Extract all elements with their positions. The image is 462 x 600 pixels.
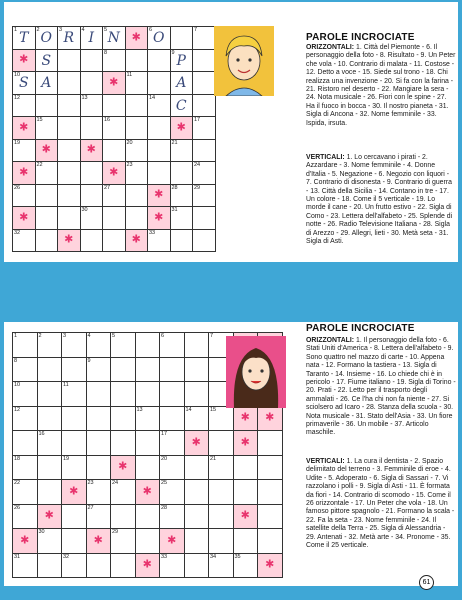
- black-cell: [38, 505, 63, 530]
- grid-cell[interactable]: [13, 505, 38, 530]
- grid-cell[interactable]: [38, 431, 63, 456]
- grid-cell[interactable]: [38, 554, 63, 579]
- cell-number: 19: [63, 455, 70, 462]
- grid-cell[interactable]: [13, 333, 38, 358]
- cell-number: 34: [210, 553, 217, 560]
- grid-cell[interactable]: [160, 456, 185, 481]
- cell-number: 11: [63, 382, 69, 388]
- grid-cell[interactable]: [148, 162, 171, 185]
- grid-cell[interactable]: [81, 72, 104, 95]
- grid-cell[interactable]: [136, 358, 161, 383]
- horizontal-label: ORIZZONTALI:: [306, 44, 355, 51]
- grid-cell[interactable]: [36, 50, 59, 73]
- grid-cell[interactable]: [81, 95, 104, 118]
- grid-cell[interactable]: [234, 480, 259, 505]
- grid-cell[interactable]: [62, 407, 87, 432]
- cell-number: 14: [149, 94, 156, 101]
- cell-number: 13: [136, 406, 143, 413]
- grid-cell[interactable]: [38, 382, 63, 407]
- cell-number: 5: [104, 27, 108, 33]
- black-cell: [13, 117, 36, 140]
- black-cell: [258, 554, 283, 579]
- grid-cell[interactable]: [87, 333, 112, 358]
- puzzle-1-horizontal-clues: [306, 44, 456, 128]
- grid-cell[interactable]: [103, 27, 126, 50]
- cell-number: 12: [14, 94, 21, 101]
- grid-cell[interactable]: [148, 230, 171, 253]
- vertical-label: VERTICALI:: [306, 458, 345, 465]
- cell-number: 17: [194, 117, 201, 123]
- cell-number: 32: [63, 553, 70, 560]
- grid-cell[interactable]: [126, 95, 149, 118]
- grid-cell[interactable]: [36, 95, 59, 118]
- grid-cell[interactable]: [160, 407, 185, 432]
- grid-cell[interactable]: [38, 529, 63, 554]
- grid-cell[interactable]: [87, 505, 112, 530]
- grid-cell[interactable]: [136, 333, 161, 358]
- cell-number: 6: [149, 27, 153, 33]
- black-cell: [58, 230, 81, 253]
- crossword-grid-1: [12, 26, 216, 252]
- grid-cell[interactable]: [185, 505, 210, 530]
- cell-number: 2: [38, 333, 42, 339]
- grid-cell[interactable]: [193, 230, 216, 253]
- black-cell: [13, 162, 36, 185]
- grid-cell[interactable]: [13, 95, 36, 118]
- handwritten-letter: N: [107, 30, 120, 46]
- grid-cell[interactable]: [87, 554, 112, 579]
- grid-cell[interactable]: [13, 382, 38, 407]
- handwritten-letter: S: [18, 75, 29, 91]
- grid-cell[interactable]: [160, 382, 185, 407]
- cell-number: 4: [81, 27, 85, 33]
- cell-number: 25: [161, 480, 168, 486]
- black-cell: [126, 230, 149, 253]
- grid-cell[interactable]: [148, 50, 171, 73]
- grid-cell[interactable]: [103, 50, 126, 73]
- grid-cell[interactable]: [36, 117, 59, 140]
- grid-cell[interactable]: [234, 529, 259, 554]
- grid-cell[interactable]: [171, 230, 194, 253]
- grid-cell[interactable]: [160, 333, 185, 358]
- grid-cell[interactable]: [136, 505, 161, 530]
- grid-cell[interactable]: [38, 333, 63, 358]
- handwritten-letter: S: [41, 52, 52, 69]
- grid-cell[interactable]: [36, 185, 59, 208]
- grid-cell[interactable]: [185, 456, 210, 481]
- grid-cell[interactable]: [13, 456, 38, 481]
- cell-number: 28: [161, 504, 168, 511]
- grid-cell[interactable]: [38, 480, 63, 505]
- cell-number: 7: [210, 333, 214, 339]
- grid-cell[interactable]: [62, 431, 87, 456]
- cell-number: 10: [14, 72, 21, 78]
- cell-number: 15: [210, 406, 217, 413]
- black-cell: [258, 407, 283, 432]
- cell-number: 26: [14, 184, 21, 191]
- grid-cell[interactable]: [209, 431, 234, 456]
- grid-cell[interactable]: [36, 27, 59, 50]
- black-cell: [148, 207, 171, 230]
- cell-number: 1: [14, 27, 18, 33]
- cell-number: 15: [36, 117, 43, 123]
- grid-cell[interactable]: [193, 185, 216, 208]
- horizontal-clues-text: 1. Il personaggio della foto - 6. Stati Uniti d'America - 8. Lettera dell'alfabeto - 9. Sono quattro nel mazzo di carte - 10. Appena nata - 12. Formano la tastiera - 13. Sigla di Taranto - 14. Insieme - 16. Lo chiede chi è in pericolo - 17. Fiume italiano - 19. Sigla di Torino - 20. Prati - 22. Letto per il trasporto degli ammalati - 26. Ce l'ha chi non fa niente - 27. Si sciolsero ad Icaro - 28. Stanza della scuola - 30. Nota musicale - 31. Stato dell'Asia - 33. Un fiore primaverile - 36. Un mobile - 37. Articolo maschile.: [306, 337, 456, 437]
- grid-cell[interactable]: [87, 480, 112, 505]
- grid-cell[interactable]: [58, 95, 81, 118]
- grid-cell[interactable]: [58, 72, 81, 95]
- grid-cell[interactable]: [111, 505, 136, 530]
- handwritten-letter: C: [175, 97, 187, 114]
- grid-cell[interactable]: [209, 505, 234, 530]
- grid-cell[interactable]: [62, 358, 87, 383]
- cell-number: 22: [36, 162, 43, 168]
- cell-number: 3: [63, 333, 67, 339]
- horizontal-label: ORIZZONTALI:: [306, 337, 355, 344]
- puzzle-1-title: PAROLE INCROCIATE: [306, 32, 415, 43]
- black-cell: [160, 529, 185, 554]
- cell-number: 24: [112, 480, 119, 486]
- grid-cell[interactable]: [13, 431, 38, 456]
- vertical-clues-text: 1. Lo cercavano i pirati - 2. Azzardare - 3. Nome femminile - 4. Donne d'Italia - 5. Negazione - 6. Negozio con liquori - 7. Contrario di disonesta - 9. Contrario di guerra - 13. Città della Sicilia - 14. Contano in tre - 17. Un colore - 18. Come il 5 verticale - 19. Lo morde il cane - 20. Un frutto estivo - 22. Sigla di Como - 23. Lettera dell'alfabeto - 25. Splende di notte - 26. Radio Televisione Italiana - 28. Sigla di Arezzo - 29. Allegri, lieti - 30. Metà seta - 31. Sigla di Asti.: [306, 154, 453, 246]
- cell-number: 3: [59, 27, 63, 33]
- grid-cell[interactable]: [185, 407, 210, 432]
- cell-number: 22: [14, 480, 21, 486]
- grid-cell[interactable]: [160, 358, 185, 383]
- grid-cell[interactable]: [103, 140, 126, 163]
- grid-cell[interactable]: [38, 407, 63, 432]
- black-cell: [136, 554, 161, 579]
- cell-number: 33: [149, 229, 156, 236]
- grid-cell[interactable]: [126, 117, 149, 140]
- grid-cell[interactable]: [126, 162, 149, 185]
- black-cell: [171, 117, 194, 140]
- puzzle-2-vertical-clues: [306, 458, 456, 550]
- cell-number: 12: [14, 406, 21, 413]
- grid-cell[interactable]: [13, 230, 36, 253]
- grid-cell[interactable]: [171, 162, 194, 185]
- cell-number: 29: [194, 184, 201, 191]
- grid-cell[interactable]: [58, 27, 81, 50]
- grid-cell[interactable]: [193, 162, 216, 185]
- grid-cell[interactable]: [126, 50, 149, 73]
- grid-cell[interactable]: [81, 27, 104, 50]
- cell-number: 2: [36, 27, 40, 33]
- vertical-clues-text: 1. La cura il dentista - 2. Spazio delimitato del terreno - 3. Femminile di eroe - 4. Udite - 5. Adoperato - 6. Sigla di Sassari - 7. Vi razzolano i polli - 9. Sigla di Asti - 11. È formata da fiori - 14. Contrario di scomodo - 15. Come il 26 orizzontale - 17. Un Peter che vola - 18. Un famoso pittore spagnolo - 21. Formano la scala - 22. Fa la seta - 23. Nome femminile - 24. Il satellite della Terra - 25. Sigla di Alessandria - 29. Antenati - 32. Metà arte - 34. Pronome - 35. Come il 25 verticale.: [306, 458, 455, 550]
- black-cell: [234, 407, 259, 432]
- grid-cell[interactable]: [258, 480, 283, 505]
- grid-cell[interactable]: [58, 140, 81, 163]
- grid-cell[interactable]: [111, 407, 136, 432]
- grid-cell[interactable]: [126, 185, 149, 208]
- grid-cell[interactable]: [36, 230, 59, 253]
- grid-cell[interactable]: [185, 382, 210, 407]
- cell-number: 24: [194, 162, 201, 168]
- cell-number: 9: [171, 49, 175, 56]
- cell-number: 30: [38, 529, 45, 535]
- black-cell: [36, 140, 59, 163]
- grid-cell[interactable]: [62, 456, 87, 481]
- grid-cell[interactable]: [81, 207, 104, 230]
- black-cell: [148, 185, 171, 208]
- cell-number: 21: [171, 139, 178, 146]
- grid-cell[interactable]: [36, 207, 59, 230]
- black-cell: [103, 162, 126, 185]
- grid-cell[interactable]: [58, 117, 81, 140]
- grid-cell[interactable]: [81, 230, 104, 253]
- grid-cell[interactable]: [258, 431, 283, 456]
- grid-cell[interactable]: [13, 554, 38, 579]
- grid-cell[interactable]: [258, 505, 283, 530]
- grid-cell[interactable]: [38, 456, 63, 481]
- grid-cell[interactable]: [111, 333, 136, 358]
- handwritten-letter: T: [19, 30, 29, 46]
- black-cell: [62, 480, 87, 505]
- cell-number: 23: [87, 480, 94, 486]
- grid-cell[interactable]: [171, 140, 194, 163]
- grid-cell[interactable]: [136, 407, 161, 432]
- grid-cell[interactable]: [171, 50, 194, 73]
- cell-number: 11: [126, 72, 133, 78]
- handwritten-letter: A: [41, 75, 52, 91]
- grid-cell[interactable]: [103, 230, 126, 253]
- grid-cell[interactable]: [193, 117, 216, 140]
- cell-number: 21: [210, 455, 217, 462]
- handwritten-letter: O: [40, 30, 52, 46]
- cell-number: 20: [126, 139, 133, 146]
- grid-cell[interactable]: [185, 358, 210, 383]
- grid-cell[interactable]: [62, 529, 87, 554]
- puzzle-2-horizontal-clues: [306, 337, 456, 438]
- grid-cell[interactable]: [62, 505, 87, 530]
- cell-number: 9: [87, 357, 91, 364]
- black-cell: [126, 27, 149, 50]
- cell-number: 14: [185, 406, 192, 413]
- cell-number: 23: [126, 162, 133, 168]
- grid-cell[interactable]: [111, 358, 136, 383]
- cell-number: 30: [81, 207, 88, 213]
- black-cell: [103, 72, 126, 95]
- grid-cell[interactable]: [209, 456, 234, 481]
- grid-cell[interactable]: [111, 431, 136, 456]
- grid-cell[interactable]: [171, 27, 194, 50]
- grid-cell[interactable]: [81, 50, 104, 73]
- grid-cell[interactable]: [193, 72, 216, 95]
- handwritten-letter: O: [153, 30, 165, 46]
- cell-number: 27: [104, 184, 111, 191]
- grid-cell[interactable]: [209, 480, 234, 505]
- grid-cell[interactable]: [148, 27, 171, 50]
- grid-cell[interactable]: [148, 140, 171, 163]
- handwritten-letter: P: [176, 52, 186, 69]
- cell-number: 31: [171, 207, 178, 213]
- cell-number: 28: [171, 184, 178, 191]
- black-cell: [136, 480, 161, 505]
- black-cell: [234, 431, 259, 456]
- grid-cell[interactable]: [171, 185, 194, 208]
- grid-cell[interactable]: [62, 382, 87, 407]
- handwritten-letter: I: [88, 30, 95, 46]
- grid-cell[interactable]: [87, 407, 112, 432]
- cell-number: 27: [87, 504, 94, 511]
- grid-cell[interactable]: [185, 529, 210, 554]
- grid-cell[interactable]: [111, 382, 136, 407]
- cell-number: 26: [14, 504, 21, 511]
- character-portrait-2: [226, 336, 286, 408]
- grid-cell[interactable]: [36, 72, 59, 95]
- grid-cell[interactable]: [193, 140, 216, 163]
- grid-cell[interactable]: [126, 72, 149, 95]
- grid-cell[interactable]: [38, 358, 63, 383]
- grid-cell[interactable]: [185, 554, 210, 579]
- black-cell: [185, 431, 210, 456]
- horizontal-clues-text: 1. Città del Piemonte - 6. Il personaggio della foto - 8. Risultato - 9. Un Peter che vola - 10. Contrario di malata - 11. Costose - 12. Detto a voce - 15. Siede sul trono - 18. Chi realizza una invenzione - 20. Si fa con la farina - 21. Ristoro nel deserto - 22. Mangiare la sera - 24. Nota musicale - 26. Fiori con le spine - 27. Ha il fuoco in bocca - 30. Il nostro pianeta - 31. Sigla di Ancona - 32. Nome femminile - 33. Ispida, irsuta.: [306, 44, 456, 127]
- grid-cell[interactable]: [81, 162, 104, 185]
- cell-number: 19: [14, 139, 21, 146]
- grid-cell[interactable]: [13, 407, 38, 432]
- cell-number: 8: [104, 49, 108, 56]
- grid-cell[interactable]: [87, 358, 112, 383]
- grid-cell[interactable]: [136, 431, 161, 456]
- grid-cell[interactable]: [58, 50, 81, 73]
- cell-number: 35: [234, 553, 241, 560]
- black-cell: [13, 50, 36, 73]
- grid-cell[interactable]: [103, 117, 126, 140]
- grid-cell[interactable]: [62, 554, 87, 579]
- grid-cell[interactable]: [13, 185, 36, 208]
- grid-cell[interactable]: [234, 456, 259, 481]
- crossword-panel-2: [4, 322, 458, 586]
- grid-cell[interactable]: [13, 27, 36, 50]
- black-cell: [13, 529, 38, 554]
- cell-number: 18: [14, 455, 21, 462]
- grid-cell[interactable]: [13, 480, 38, 505]
- page-number: 61: [419, 575, 434, 590]
- cell-number: 32: [14, 229, 21, 236]
- grid-cell[interactable]: [160, 505, 185, 530]
- handwritten-letter: A: [176, 75, 187, 91]
- character-portrait-1: [214, 26, 274, 96]
- cell-number: 1: [14, 333, 18, 339]
- grid-cell[interactable]: [171, 207, 194, 230]
- grid-cell[interactable]: [58, 207, 81, 230]
- grid-cell[interactable]: [160, 431, 185, 456]
- grid-cell[interactable]: [126, 207, 149, 230]
- cell-number: 29: [112, 529, 119, 535]
- grid-cell[interactable]: [103, 207, 126, 230]
- crossword-panel-1: [4, 2, 458, 262]
- grid-cell[interactable]: [136, 456, 161, 481]
- grid-cell[interactable]: [258, 456, 283, 481]
- grid-cell[interactable]: [171, 95, 194, 118]
- grid-cell[interactable]: [185, 480, 210, 505]
- grid-cell[interactable]: [13, 140, 36, 163]
- cell-number: 7: [194, 27, 198, 33]
- grid-cell[interactable]: [111, 529, 136, 554]
- grid-cell[interactable]: [136, 382, 161, 407]
- black-cell: [13, 207, 36, 230]
- grid-cell[interactable]: [13, 72, 36, 95]
- cell-number: 8: [14, 357, 18, 364]
- grid-cell[interactable]: [193, 27, 216, 50]
- grid-cell[interactable]: [160, 554, 185, 579]
- cell-number: 5: [112, 333, 116, 339]
- grid-cell[interactable]: [13, 358, 38, 383]
- grid-cell[interactable]: [193, 207, 216, 230]
- grid-cell[interactable]: [62, 333, 87, 358]
- grid-cell[interactable]: [234, 554, 259, 579]
- grid-cell[interactable]: [58, 185, 81, 208]
- cell-number: 33: [161, 553, 168, 560]
- cell-number: 10: [14, 382, 21, 388]
- grid-cell[interactable]: [160, 480, 185, 505]
- handwritten-letter: R: [63, 30, 75, 46]
- grid-cell[interactable]: [136, 529, 161, 554]
- grid-cell[interactable]: [209, 529, 234, 554]
- grid-cell[interactable]: [258, 529, 283, 554]
- vertical-label: VERTICALI:: [306, 154, 345, 161]
- grid-cell[interactable]: [193, 95, 216, 118]
- grid-cell[interactable]: [103, 95, 126, 118]
- grid-cell[interactable]: [148, 117, 171, 140]
- cell-number: 16: [104, 117, 111, 123]
- grid-cell[interactable]: [87, 456, 112, 481]
- grid-cell[interactable]: [81, 117, 104, 140]
- cell-number: 13: [81, 94, 88, 101]
- cell-number: 16: [38, 431, 45, 437]
- cell-number: 17: [161, 431, 168, 437]
- grid-cell[interactable]: [36, 162, 59, 185]
- black-cell: [81, 140, 104, 163]
- grid-cell[interactable]: [87, 431, 112, 456]
- cell-number: 20: [161, 455, 168, 462]
- grid-cell[interactable]: [193, 50, 216, 73]
- cell-number: 31: [14, 553, 21, 560]
- grid-cell[interactable]: [111, 480, 136, 505]
- grid-cell[interactable]: [111, 554, 136, 579]
- grid-cell[interactable]: [209, 554, 234, 579]
- puzzle-2-title: PAROLE INCROCIATE: [306, 323, 415, 334]
- cell-number: 6: [161, 333, 165, 339]
- puzzle-1-vertical-clues: [306, 154, 456, 246]
- grid-cell[interactable]: [103, 185, 126, 208]
- grid-cell[interactable]: [126, 140, 149, 163]
- grid-cell[interactable]: [171, 72, 194, 95]
- grid-cell[interactable]: [87, 382, 112, 407]
- black-cell: [234, 505, 259, 530]
- grid-cell[interactable]: [209, 407, 234, 432]
- grid-cell[interactable]: [148, 95, 171, 118]
- cell-number: 4: [87, 333, 91, 339]
- black-cell: [111, 456, 136, 481]
- grid-cell[interactable]: [58, 162, 81, 185]
- grid-cell[interactable]: [185, 333, 210, 358]
- grid-cell[interactable]: [148, 72, 171, 95]
- black-cell: [87, 529, 112, 554]
- grid-cell[interactable]: [81, 185, 104, 208]
